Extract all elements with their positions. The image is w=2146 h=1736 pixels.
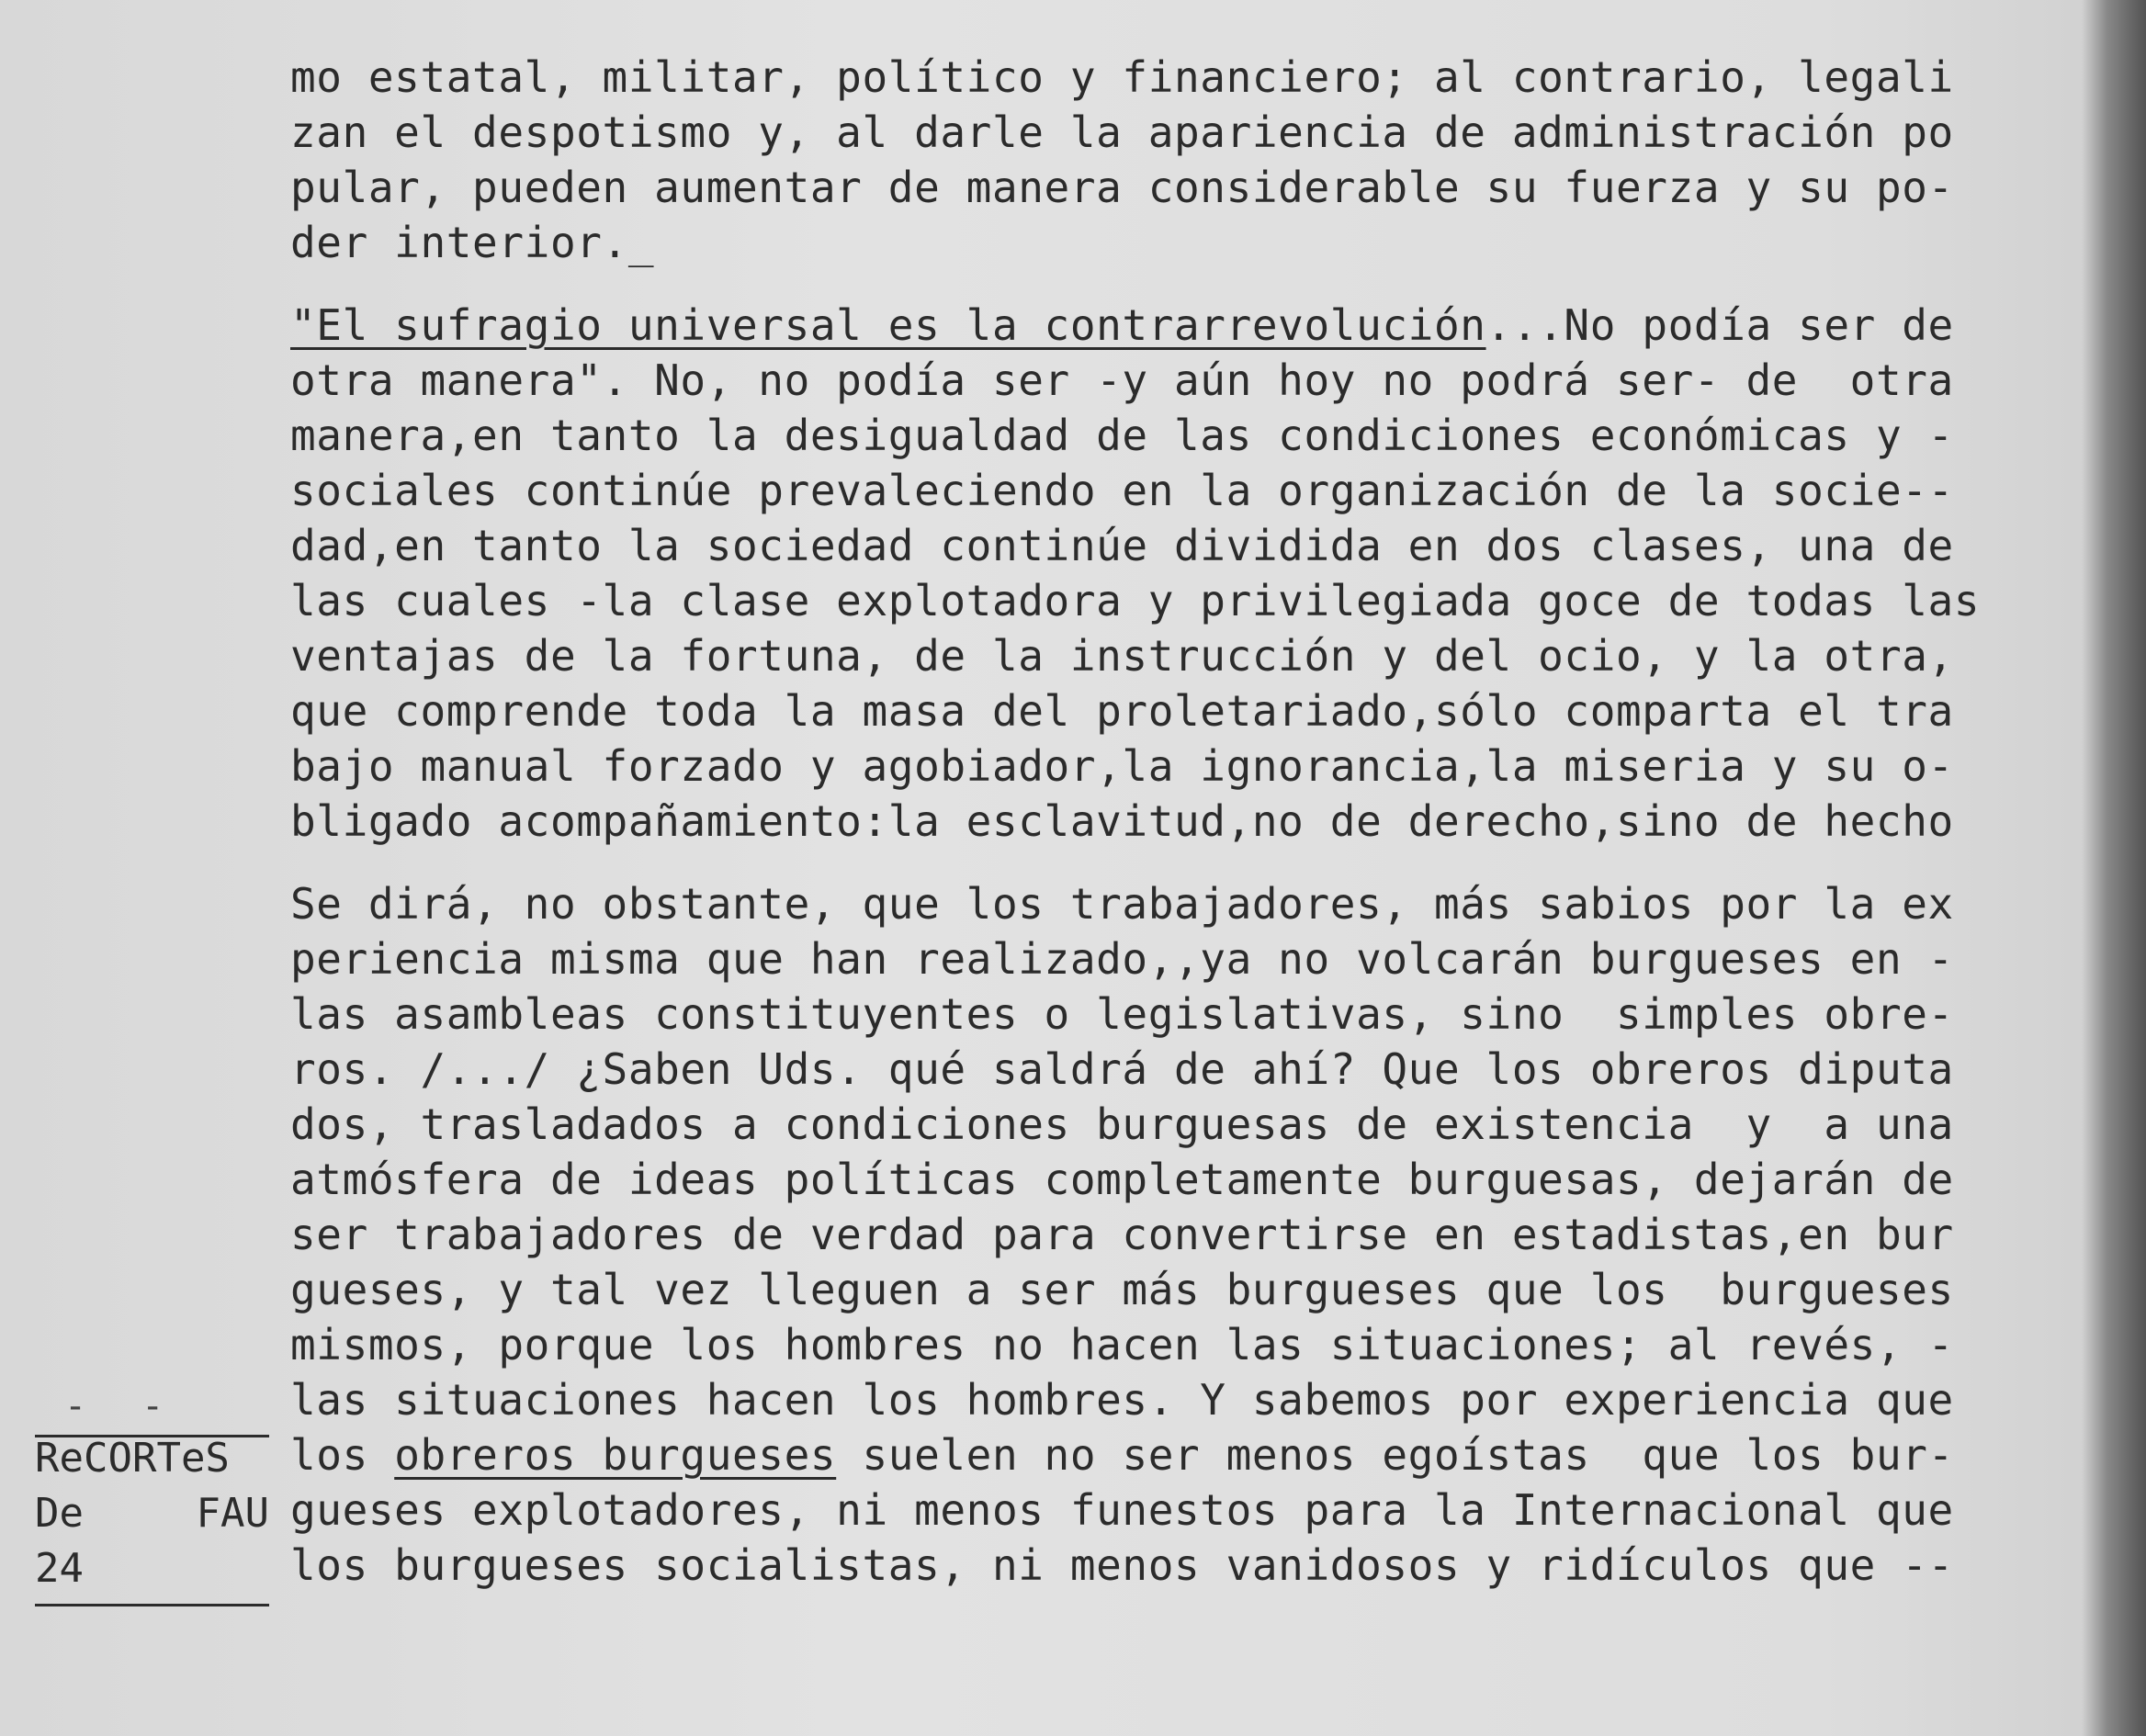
text-line: las cuales -la clase explotadora y privilegiada goce de todas las (290, 576, 1981, 626)
text-line: las situaciones hacen los hombres. Y sabemos por experiencia que (290, 1375, 1954, 1425)
stamp-line-1 (35, 1431, 269, 1486)
text-line: periencia misma que han realizado,,ya no volcarán burgueses en - (290, 934, 1954, 984)
stamp-line-2 (35, 1486, 269, 1541)
text-line: pular, pueden aumentar de manera considerable su fuerza y su po- (290, 163, 1954, 212)
text-line: los burgueses socialistas, ni menos vanidosos y ridículos que -- (290, 1540, 1954, 1590)
text-line: bligado acompañamiento:la esclavitud,no de derecho,sino de hecho (290, 796, 1954, 846)
text-line: der interior._ (290, 218, 655, 267)
page-number: 24 (35, 1545, 84, 1592)
text-line: ser trabajadores de verdad para convertirse en estadistas,en bur (290, 1210, 1954, 1259)
paragraph-2 (290, 298, 2091, 849)
stamp-line-3 (35, 1541, 269, 1596)
text-line: atmósfera de ideas políticas completamente burguesas, dejarán de (290, 1155, 1954, 1204)
text-line: dos, trasladados a condiciones burguesas de existencia y a una (290, 1099, 1954, 1149)
text-line: mismos, porque los hombres no hacen las situaciones; al revés, - (290, 1320, 1954, 1370)
text-line: gueses explotadores, ni menos funestos para la Internacional que (290, 1485, 1954, 1535)
text-line-rest: suelen no ser menos egoístas que los bur- (836, 1430, 1954, 1480)
underlined-quote: "El sufragio universal es la contrarrevolución (290, 300, 1486, 350)
underlined-phrase: obreros burgueses (394, 1430, 837, 1480)
text-line: dad,en tanto la sociedad continúe dividida en dos clases, una de (290, 521, 1954, 570)
margin-dash-marks: -- (64, 1385, 220, 1427)
paragraph-3 (290, 876, 2091, 1593)
text-line-underlined (290, 1427, 2091, 1482)
text-line-rest: ...No podía ser de (1485, 300, 1954, 350)
text-line: zan el despotismo y, al darle la apariencia de administración po (290, 107, 1954, 157)
text-line: sociales continúe prevaleciendo en la organización de la socie-- (290, 466, 1954, 515)
binding-shadow (2082, 0, 2146, 1736)
body-text (290, 50, 2091, 1593)
text-line: ros. /.../ ¿Saben Uds. qué saldrá de ahí? Que los obreros diputa (290, 1044, 1954, 1094)
text-line: mo estatal, militar, político y financiero; al contrario, legali (290, 52, 1954, 102)
stamp-bottom-rule (35, 1604, 269, 1606)
text-line: ventajas de la fortuna, de la instrucción y del ocio, y la otra, (290, 631, 1954, 681)
text-line: otra manera". No, no podía ser -y aún hoy no podrá ser- de otra (290, 355, 1954, 405)
text-line: gueses, y tal vez lleguen a ser más burgueses que los burgueses (290, 1265, 1954, 1314)
text-line: las asambleas constituyentes o legislativas, sino simples obre- (290, 989, 1954, 1039)
paragraph-1 (290, 50, 2091, 270)
text-line-underlined (290, 298, 2091, 353)
stamp-de: De (35, 1490, 84, 1537)
stamp-recortes: ReCORTeS (35, 1435, 230, 1482)
text-line: Se dirá, no obstante, que los trabajadores, más sabios por la ex (290, 879, 1954, 929)
text-line: bajo manual forzado y agobiador,la ignorancia,la miseria y su o- (290, 741, 1954, 791)
text-line-start: los (290, 1430, 395, 1480)
margin-stamp (35, 1431, 269, 1596)
text-line: que comprende toda la masa del proletariado,sólo comparta el tra (290, 686, 1954, 736)
stamp-fau: FAU (196, 1490, 269, 1537)
text-line: manera,en tanto la desigualdad de las condiciones económicas y - (290, 411, 1954, 460)
